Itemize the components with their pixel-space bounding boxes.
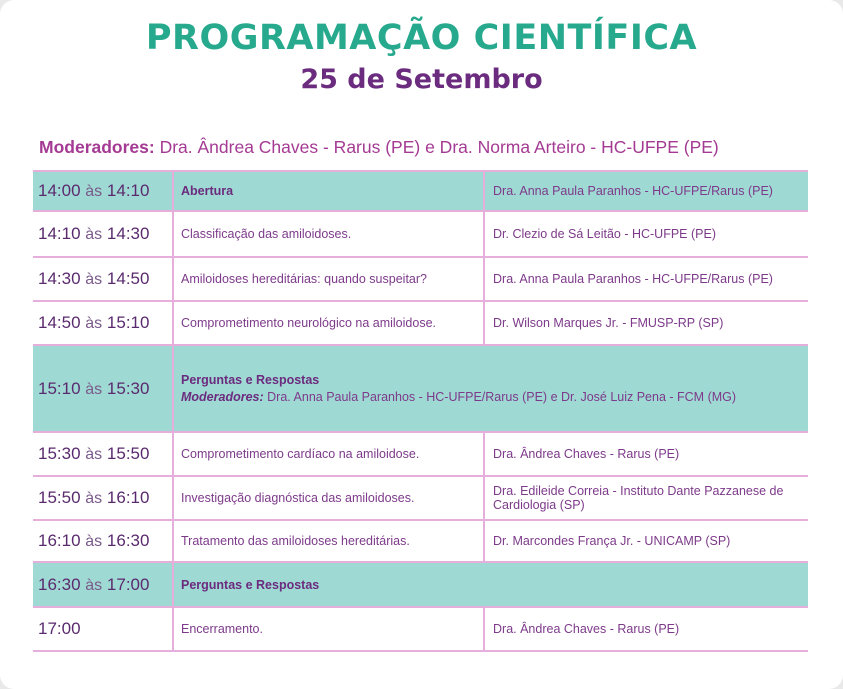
speaker-cell: Dra. Anna Paula Paranhos - HC-UFPE/Rarus (PE): [484, 171, 808, 211]
time-cell: [33, 257, 173, 301]
moderators-names: Dra. Ândrea Chaves - Rarus (PE) e Dra. Norma Arteiro - HC-UFPE (PE): [154, 137, 719, 157]
speaker-cell: Dra. Ândrea Chaves - Rarus (PE): [484, 432, 808, 476]
qa-moderators-label: Moderadores:: [181, 390, 264, 404]
end-time: 14:30: [106, 224, 150, 243]
time-cell: [33, 432, 173, 476]
page-subtitle-date: 25 de Setembro: [300, 64, 543, 95]
start-time: 14:10: [38, 224, 81, 243]
time-cell: [33, 301, 173, 345]
speaker-cell: Dr. Wilson Marques Jr. - FMUSP-RP (SP): [484, 301, 808, 345]
start-time: 14:30: [38, 269, 81, 288]
time-cell: [33, 211, 173, 257]
speaker-cell: Dr. Marcondes França Jr. - UNICAMP (SP): [484, 520, 808, 562]
end-time: 16:10: [106, 488, 150, 507]
speaker-cell: Dra. Ândrea Chaves - Rarus (PE): [484, 607, 808, 651]
topic-cell: Investigação diagnóstica das amiloidoses.: [173, 476, 484, 520]
qa-moderators: [181, 390, 808, 404]
start-time: 16:10: [38, 531, 81, 550]
end-time: 15:10: [106, 313, 150, 332]
qa-cell: [173, 345, 808, 432]
topic-cell: Tratamento das amiloidoses hereditárias.: [173, 520, 484, 562]
time-separator: às: [85, 271, 103, 288]
time-separator: às: [85, 576, 103, 594]
schedule-row: [33, 432, 808, 476]
end-time: 14:50: [106, 269, 150, 288]
time-separator: às: [85, 183, 103, 200]
time-cell: [33, 520, 173, 562]
schedule-table: [33, 170, 808, 652]
time-separator: às: [85, 446, 103, 463]
schedule-row: [33, 562, 808, 607]
time-separator: às: [85, 226, 103, 243]
schedule-row: [33, 211, 808, 257]
topic-cell: Encerramento.: [173, 607, 484, 651]
schedule-row: [33, 476, 808, 520]
moderators-line: [39, 137, 819, 158]
time-cell: [33, 562, 173, 607]
topic-cell: Abertura: [173, 171, 484, 211]
page-title: PROGRAMAÇÃO CIENTÍFICA: [145, 18, 698, 58]
start-time: 17:00: [38, 619, 81, 638]
time-separator: às: [85, 380, 103, 398]
schedule-row: [33, 607, 808, 651]
start-time: 15:10: [38, 378, 81, 398]
time-cell: [33, 345, 173, 432]
schedule-row: [33, 257, 808, 301]
qa-title: Perguntas e Respostas: [181, 373, 320, 387]
end-time: 16:30: [106, 531, 150, 550]
end-time: 14:10: [106, 181, 150, 200]
schedule-row: [33, 520, 808, 562]
start-time: 14:50: [38, 313, 81, 332]
schedule-row: [33, 301, 808, 345]
schedule-row: [33, 345, 808, 432]
speaker-cell: Dra. Anna Paula Paranhos - HC-UFPE/Rarus (PE): [484, 257, 808, 301]
topic-cell: Classificação das amiloidoses.: [173, 211, 484, 257]
start-time: 14:00: [38, 181, 81, 200]
time-cell: [33, 607, 173, 651]
time-cell: [33, 476, 173, 520]
time-separator: às: [85, 490, 103, 507]
time-separator: às: [85, 315, 103, 332]
start-time: 15:30: [38, 444, 81, 463]
end-time: 15:50: [106, 444, 150, 463]
start-time: 16:30: [38, 574, 81, 594]
qa-moderators-names: Dra. Anna Paula Paranhos - HC-UFPE/Rarus (PE) e Dr. José Luiz Pena - FCM (MG): [263, 390, 737, 404]
time-cell: [33, 171, 173, 211]
speaker-cell: Dra. Edileide Correia - Instituto Dante Pazzanese de Cardiologia (SP): [484, 476, 808, 520]
speaker-cell: Dr. Clezio de Sá Leitão - HC-UFPE (PE): [484, 211, 808, 257]
end-time: 17:00: [106, 574, 150, 594]
qa-cell: Perguntas e Respostas: [173, 562, 808, 607]
moderators-label: Moderadores:: [39, 137, 155, 157]
end-time: 15:30: [106, 378, 150, 398]
topic-cell: Comprometimento neurológico na amiloidose.: [173, 301, 484, 345]
time-separator: às: [85, 533, 103, 550]
topic-cell: Comprometimento cardíaco na amiloidose.: [173, 432, 484, 476]
schedule-row: [33, 171, 808, 211]
start-time: 15:50: [38, 488, 81, 507]
topic-cell: Amiloidoses hereditárias: quando suspeitar?: [173, 257, 484, 301]
